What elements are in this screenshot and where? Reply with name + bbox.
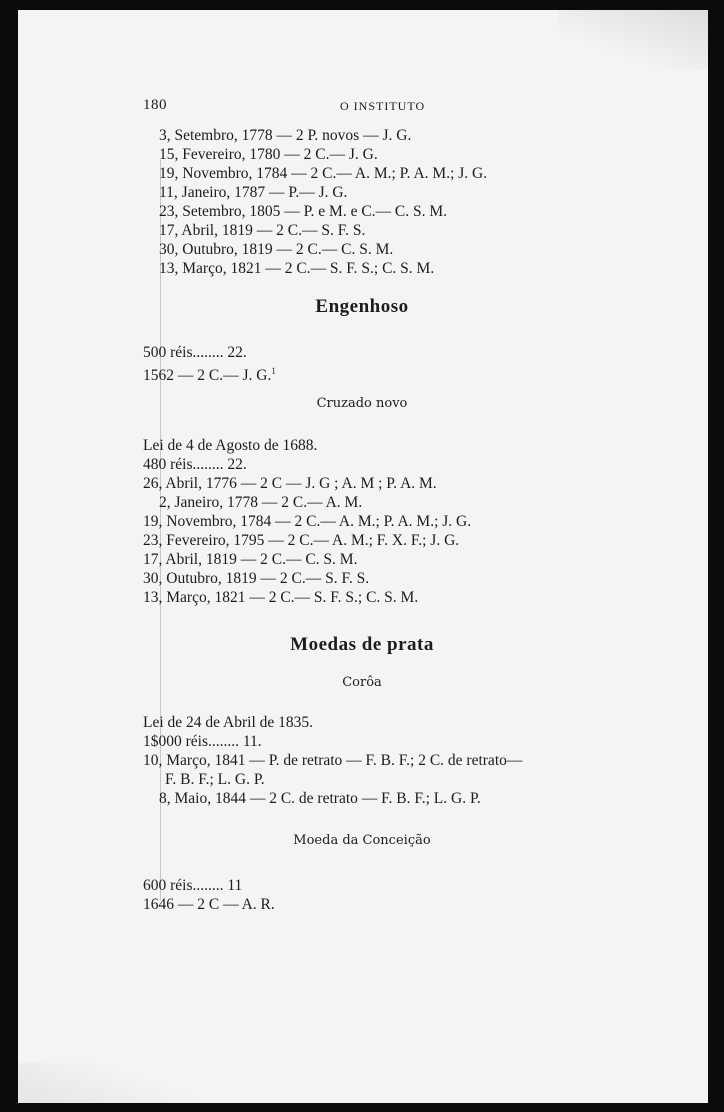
section-heading-coroa: Corôa xyxy=(342,675,382,690)
running-title: O INSTITUTO xyxy=(340,99,426,113)
list-item: 13, Março, 1821 — 2 C.— S. F. S.; C. S. M. xyxy=(143,589,419,606)
list-item: 500 réis........ 22. xyxy=(143,344,247,361)
engenhoso-entries xyxy=(143,343,623,385)
list-item: 10, Março, 1841 — P. de retrato — F. B. F.; 2 C. de retrato— xyxy=(143,752,523,769)
list-item: 1646 — 2 C — A. R. xyxy=(143,896,275,913)
list-item: 600 réis........ 11 xyxy=(143,877,243,894)
list-item: 30, Outubro, 1819 — 2 C.— S. F. S. xyxy=(143,570,370,587)
coroa-entries xyxy=(143,713,623,808)
list-item: 23, Setembro, 1805 — P. e M. e C.— C. S. M. xyxy=(159,203,448,220)
list-item: 30, Outubro, 1819 — 2 C.— C. S. M. xyxy=(159,241,394,258)
list-item: 13, Março, 1821 — 2 C.— S. F. S.; C. S. M. xyxy=(159,260,435,277)
list-item: 17, Abril, 1819 — 2 C.— C. S. M. xyxy=(143,551,358,568)
section-heading-moeda-da-conceicao: Moeda da Conceição xyxy=(293,833,431,848)
cruzado-entries xyxy=(143,436,623,607)
list-item: 8, Maio, 1844 — 2 C. de retrato — F. B. F.; L. G. P. xyxy=(159,790,481,807)
list-item: Lei de 4 de Agosto de 1688. xyxy=(143,437,318,454)
list-item: F. B. F.; L. G. P. xyxy=(165,771,265,788)
list-item: 23, Fevereiro, 1795 — 2 C.— A. M.; F. X. F.; J. G. xyxy=(143,532,460,549)
section-heading-moedas-de-prata: Moedas de prata xyxy=(290,634,434,655)
book-page xyxy=(18,10,708,1103)
list-item: 11, Janeiro, 1787 — P.— J. G. xyxy=(159,184,348,201)
section-heading-engenhoso: Engenhoso xyxy=(315,296,409,317)
conceicao-entries xyxy=(143,876,623,914)
list-item: 1$000 réis........ 11. xyxy=(143,733,262,750)
list-item: 17, Abril, 1819 — 2 C.— S. F. S. xyxy=(159,222,366,239)
list-item: 3, Setembro, 1778 — 2 P. novos — J. G. xyxy=(159,127,412,144)
list-item: 480 réis........ 22. xyxy=(143,456,247,473)
page-header xyxy=(18,97,708,117)
section-heading-cruzado-novo: Cruzado novo xyxy=(316,396,408,411)
list-item: 1562 — 2 C.— J. G.$^1$ xyxy=(143,366,276,385)
list-item: 2, Janeiro, 1778 — 2 C.— A. M. xyxy=(159,494,363,511)
footnote-mark: 1 xyxy=(271,366,276,376)
list-item: 15, Fevereiro, 1780 — 2 C.— J. G. xyxy=(159,146,378,163)
list-item: 26, Abril, 1776 — 2 C — J. G ; A. M ; P. A. M. xyxy=(143,475,437,492)
page-number: 180 xyxy=(143,97,167,113)
list-item: 19, Novembro, 1784 — 2 C.— A. M.; P. A. M.; J. G. xyxy=(159,165,488,182)
list-item: 19, Novembro, 1784 — 2 C.— A. M.; P. A. M.; J. G. xyxy=(143,513,472,530)
top-entries xyxy=(143,126,623,278)
list-item: Lei de 24 de Abril de 1835. xyxy=(143,714,314,731)
